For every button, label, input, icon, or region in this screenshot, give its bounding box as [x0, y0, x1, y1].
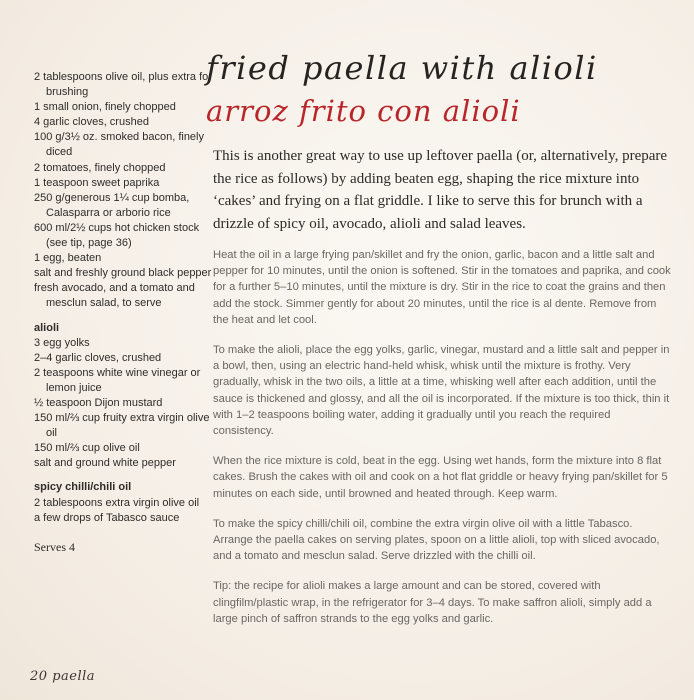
ingredient-line: 1 small onion, finely chopped [34, 101, 176, 114]
ingredient-line: 150 ml/⅔ cup olive oil [34, 442, 140, 455]
ingredient-line: 100 g/3½ oz. smoked bacon, finely diced [34, 131, 204, 159]
ingredient-line: 2 tablespoons olive oil, plus extra for brushing [34, 71, 212, 99]
method-paragraph: To make the spicy chilli/chili oil, combine the extra virgin olive oil with a little Tabasco. Arrange the paella cakes on serving plates, spoon on a little alioli, top with sliced avocado, and a tomato and mesclun salad. Serve drizzled with the chilli oil. [213, 517, 660, 563]
page-number: 20 [30, 669, 48, 684]
recipe-title-english: fried paella with alioli [206, 49, 598, 87]
ingredient-line: salt and ground white pepper [34, 457, 176, 470]
ingredient-line: ½ teaspoon Dijon mustard [34, 396, 163, 409]
chilli-oil-heading: spicy chilli/chili oil [34, 481, 132, 494]
page-folio [30, 669, 95, 684]
ingredient-line: 2–4 garlic cloves, crushed [34, 351, 162, 364]
ingredients-column [34, 70, 212, 567]
ingredient-line: 150 ml/⅔ cup fruity extra virgin olive oil [34, 412, 210, 440]
ingredient-line: salt and freshly ground black pepper [34, 267, 212, 280]
method-paragraph: Heat the oil in a large frying pan/skillet and fry the onion, garlic, bacon and a little salt and pepper for 10 minutes, until the onion is softened. Stir in the tomatoes and paprika, and cook for a further 5–10 minutes, until the mixture is dry. Stir in the rice to coat the grains and then add the stock. Simmer gently for about 20 minutes, until the rice is al dente. Remove from the heat and let cool. [213, 249, 671, 326]
section-name: paella [52, 669, 96, 684]
ingredient-line: 3 egg yolks [34, 336, 90, 349]
ingredient-line: 4 garlic cloves, crushed [34, 116, 149, 129]
alioli-ingredients-list [34, 336, 212, 472]
chilli-oil-ingredients-list [34, 496, 212, 526]
ingredient-line: 2 tablespoons extra virgin olive oil [34, 496, 200, 509]
ingredient-line: 1 egg, beaten [34, 252, 102, 265]
ingredient-line: 2 tomatoes, finely chopped [34, 161, 166, 174]
ingredient-line: 250 g/generous 1¼ cup bomba, Calasparra or arborio rice [34, 191, 190, 219]
ingredient-line: a few drops of Tabasco sauce [34, 511, 180, 524]
tip-paragraph: Tip: the recipe for alioli makes a large amount and can be stored, covered with clingfilm/plastic wrap, in the refrigerator for 3–4 days. To make saffron alioli, simply add a large pinch of saffron strands to the egg yolks and garlic. [213, 580, 652, 625]
method-paragraph: When the rice mixture is cold, beat in the egg. Using wet hands, form the mixture into 8 flat cakes. Brush the cakes with oil and cook on a hot flat griddle or heavy frying pan/skillet for 5 minutes on each side, until browned and heated through. Keep warm. [213, 455, 668, 500]
ingredient-line: 1 teaspoon sweet paprika [34, 176, 160, 189]
ingredient-line: 600 ml/2½ cups hot chicken stock (see tip, page 36) [34, 221, 200, 250]
method-paragraph: To make the alioli, place the egg yolks, garlic, vinegar, mustard and a little salt and pepper in a bowl, then, using an electric hand-held whisk, whisk until the mixture is frothy. Very gradually, whisk in the two oils, a little at a time, whisking well after each addition, until the sauce is thickened and glossy, and all the oil is incorporated. If the mixture is too thick, thin it with 1–2 teaspoons boiling water, adding it gradually until you reach the required consistency. [213, 344, 670, 438]
ingredient-line: fresh avocado, and a tomato and mesclun salad, to serve [34, 282, 195, 310]
recipe-title-spanish: arroz frito con alioli [206, 94, 521, 128]
ingredients-main-list [34, 70, 212, 312]
serves-note: Serves 4 [34, 539, 75, 554]
ingredient-line: 2 teaspoons white wine vinegar or lemon juice [34, 366, 201, 394]
alioli-heading: alioli [34, 321, 60, 334]
method-section [213, 247, 671, 641]
recipe-intro: This is another great way to use up leftover paella (or, alternatively, prepare the rice as follows) by adding beaten egg, shaping the rice mixture into ‘cakes’ and frying on a flat griddle. I like to serve this for brunch with a drizzle of spicy oil, avocado, alioli and salad leaves. [213, 148, 668, 232]
